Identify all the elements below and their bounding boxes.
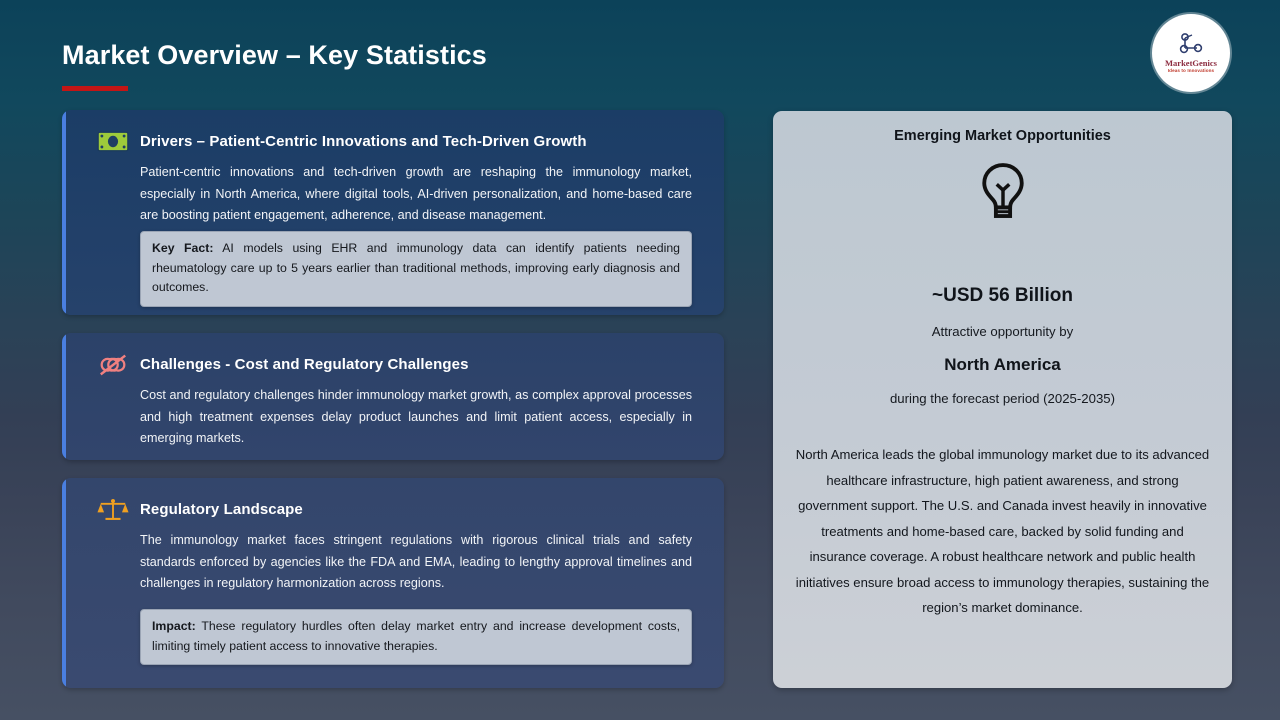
broken-link-icon xyxy=(96,349,130,379)
card-header xyxy=(80,349,706,379)
money-banknote-icon xyxy=(96,126,130,156)
network-node-icon xyxy=(1176,32,1206,58)
card-drivers[interactable] xyxy=(62,110,724,315)
impact-callout xyxy=(140,609,692,665)
card-challenges[interactable] xyxy=(62,333,724,460)
title-underline-rule xyxy=(62,86,128,91)
key-fact-callout xyxy=(140,231,692,307)
forecast-period: during the forecast period (2025-2035) xyxy=(889,391,1116,406)
callout-label: Key Fact: xyxy=(152,240,214,255)
card-title: Challenges - Cost and Regulatory Challenges xyxy=(140,355,469,373)
logo-company-name: MarketGenics xyxy=(1165,58,1217,69)
callout-text: AI models using EHR and immunology data can identify patients needing rheumatology care up to 5 years earlier than traditional methods, improving early diagnosis and outcomes. xyxy=(152,240,680,295)
card-header xyxy=(80,126,706,156)
market-value: ~USD 56 Billion xyxy=(932,285,1073,306)
balance-scales-icon xyxy=(96,494,130,524)
left-cards-column xyxy=(62,110,724,706)
card-title: Regulatory Landscape xyxy=(140,500,303,518)
card-body-text: Patient-centric innovations and tech-driven growth are reshaping the immunology market, especially in North America, where digital tools, AI-driven personalization, and home-based care are boosting patient engagement, adherence, and disease management. xyxy=(140,165,692,223)
region-name: North America xyxy=(944,355,1061,374)
opportunity-subtitle: Attractive opportunity by xyxy=(931,324,1074,339)
panel-title: Emerging Market Opportunities xyxy=(894,128,1111,144)
card-body-text: Cost and regulatory challenges hinder immunology market growth, as complex approval processes and high treatment expenses delay product launches and limit patient access, especially in emerging markets. xyxy=(140,388,692,446)
callout-label: Impact: xyxy=(152,618,196,633)
emerging-market-opportunities-panel xyxy=(773,111,1232,688)
lightbulb-icon xyxy=(978,162,1028,222)
card-header xyxy=(80,494,706,524)
company-logo xyxy=(1152,14,1230,92)
lightbulb-icon-wrapper xyxy=(791,162,1214,222)
panel-paragraph: North America leads the global immunology market due to its advanced healthcare infrastructure, high patient awareness, and strong government support. The U.S. and Canada invest heavily in innovative treatments and home-based care, backed by solid funding and insurance coverage. A robust healthcare network and public health initiatives ensure broad access to immunology therapies, sustaining the region’s market dominance. xyxy=(795,447,1210,616)
card-title: Drivers – Patient-Centric Innovations and Tech-Driven Growth xyxy=(140,132,587,150)
callout-text: These regulatory hurdles often delay market entry and increase development costs, limiting timely patient access to innovative therapies. xyxy=(152,618,680,653)
card-body-text: The immunology market faces stringent regulations with rigorous clinical trials and safety standards enforced by agencies like the FDA and EMA, leading to lengthy approval timelines and challenges in regulatory harmonization across regions. xyxy=(140,533,692,591)
logo-tagline: Ideas to Innovations xyxy=(1167,67,1215,73)
card-regulatory-landscape[interactable] xyxy=(62,478,724,688)
page-title: Market Overview – Key Statistics xyxy=(62,40,487,70)
